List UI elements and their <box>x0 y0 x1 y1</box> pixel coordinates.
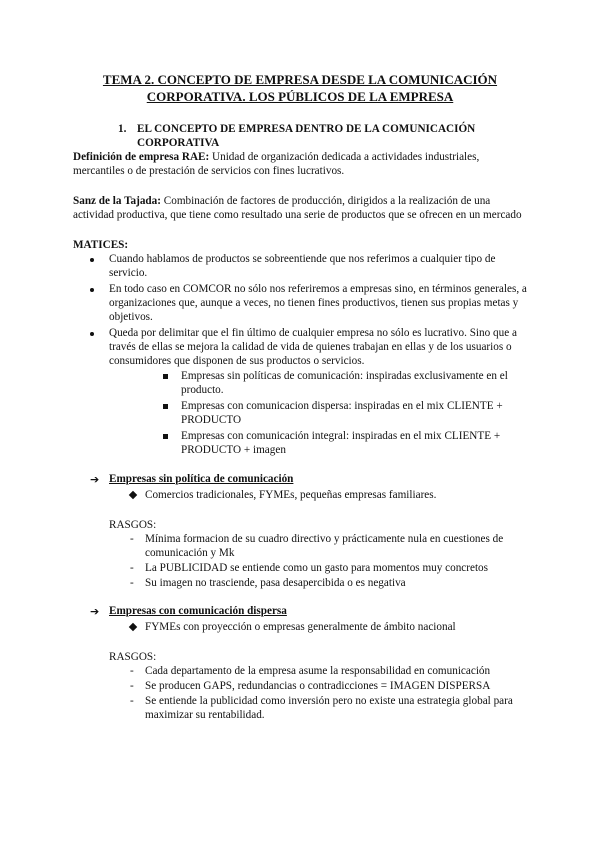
bullet-dot <box>90 258 94 262</box>
block-2-diamond-text: FYMEs con proyección o empresas generalmente de ámbito nacional <box>145 621 456 633</box>
matiz-2-line-2: organizaciones que, aunque a veces, no tienen fines productivos, tienen sus propias metas y <box>109 297 519 309</box>
block-2-rasgo-2: Se producen GAPS, redundancias o contradicciones = IMAGEN DISPERSA <box>145 680 491 692</box>
bullet-dot <box>90 332 94 336</box>
page-title <box>60 71 540 105</box>
block-1-rasgo-2: La PUBLICIDAD se entiende como un gasto para momentos muy concretos <box>145 562 489 574</box>
block-1-rasgos: RASGOS: <box>109 519 157 531</box>
diamond-bullet <box>129 491 137 499</box>
block-2-rasgos: RASGOS: <box>109 651 157 663</box>
title-line-2: CORPORATIVA. LOS PÚBLICOS DE LA EMPRESA <box>146 89 454 104</box>
block-2-rasgo-3-line-2: maximizar su rentabilidad. <box>145 709 265 721</box>
square-bullet <box>163 434 168 439</box>
matiz-1-line-2: servicio. <box>109 267 148 279</box>
type-2-line-2: PRODUCTO <box>181 414 242 426</box>
matiz-2-line-3: objetivos. <box>109 311 153 323</box>
block-1-rasgo-1-line-2: comunicación y Mk <box>145 547 235 559</box>
matiz-3-line-1: Queda por delimitar que el fin último de cualquier empresa no sólo es lucrativo. Sino que a <box>109 327 517 339</box>
section-heading-line-1: EL CONCEPTO DE EMPRESA DENTRO DE LA COMUNICACIÓN <box>137 123 476 135</box>
square-bullet <box>163 374 168 379</box>
dash-bullet: - <box>130 533 134 545</box>
rae-definition-line-2: mercantiles o de prestación de servicios con fines lucrativos. <box>73 165 345 177</box>
section-heading-line-2: CORPORATIVA <box>137 137 220 149</box>
rae-text-1: Unidad de organización dedicada a actividades industriales, <box>209 151 480 163</box>
matices-heading: MATICES: <box>73 239 129 251</box>
type-1-line-2: producto. <box>181 384 224 396</box>
title-line-1: TEMA 2. CONCEPTO DE EMPRESA DESDE LA COMUNICACIÓN <box>102 72 498 87</box>
matiz-1-line-1: Cuando hablamos de productos se sobreentiende que nos referimos a cualquier tipo de <box>109 253 496 265</box>
matiz-3-line-3: consumidores que disponen de sus productos o servicios. <box>109 355 365 367</box>
type-3-line-2: PRODUCTO + imagen <box>181 444 286 456</box>
matiz-3-line-2: través de ellas se mejora la calidad de vida de quienes trabajan en ellas y de los usuarios o <box>109 341 512 353</box>
arrow-right-icon: ➔ <box>90 473 100 486</box>
block-2-rasgo-3-line-1: Se entiende la publicidad como inversión pero no existe una estrategia global para <box>145 695 513 707</box>
sanz-text-1: Combinación de factores de producción, dirigidos a la realización de una <box>160 195 491 207</box>
type-2-line-1: Empresas con comunicacion dispersa: inspiradas en el mix CLIENTE + <box>181 400 503 412</box>
block-1-rasgo-3: Su imagen no trasciende, pasa desapercibida o es negativa <box>145 577 406 589</box>
block-1-diamond-text: Comercios tradicionales, FYMEs, pequeñas empresas familiares. <box>145 489 437 501</box>
rae-definition-line-1 <box>73 150 479 165</box>
sanz-definition-line-2: actividad productiva, que tiene como resultado una serie de productos que se ofrecen en un mercado <box>73 209 522 221</box>
block-2-rasgo-1: Cada departamento de la empresa asume la responsabilidad en comunicación <box>145 665 491 677</box>
arrow-right-icon: ➔ <box>90 605 100 618</box>
type-1-line-1: Empresas sin políticas de comunicación: inspiradas exclusivamente en el <box>181 370 508 382</box>
sanz-definition-line-1 <box>73 194 490 209</box>
sanz-label: Sanz de la Tajada: <box>73 195 161 207</box>
block-2-heading: Empresas con comunicación dispersa <box>109 605 287 617</box>
block-1-heading: Empresas sin política de comunicación <box>109 473 294 485</box>
dash-bullet: - <box>130 577 134 589</box>
matiz-2-line-1: En todo caso en COMCOR no sólo nos referiremos a empresas sino, en términos generales, a <box>109 283 527 295</box>
section-number: 1. <box>118 123 127 135</box>
square-bullet <box>163 404 168 409</box>
dash-bullet: - <box>130 695 134 707</box>
diamond-bullet <box>129 623 137 631</box>
rae-label: Definición de empresa RAE: <box>73 151 210 163</box>
block-1-rasgo-1-line-1: Mínima formacion de su cuadro directivo y prácticamente nula en cuestiones de <box>145 533 504 545</box>
bullet-dot <box>90 288 94 292</box>
dash-bullet: - <box>130 665 134 677</box>
type-3-line-1: Empresas con comunicación integral: inspiradas en el mix CLIENTE + <box>181 430 501 442</box>
dash-bullet: - <box>130 562 134 574</box>
dash-bullet: - <box>130 680 134 692</box>
